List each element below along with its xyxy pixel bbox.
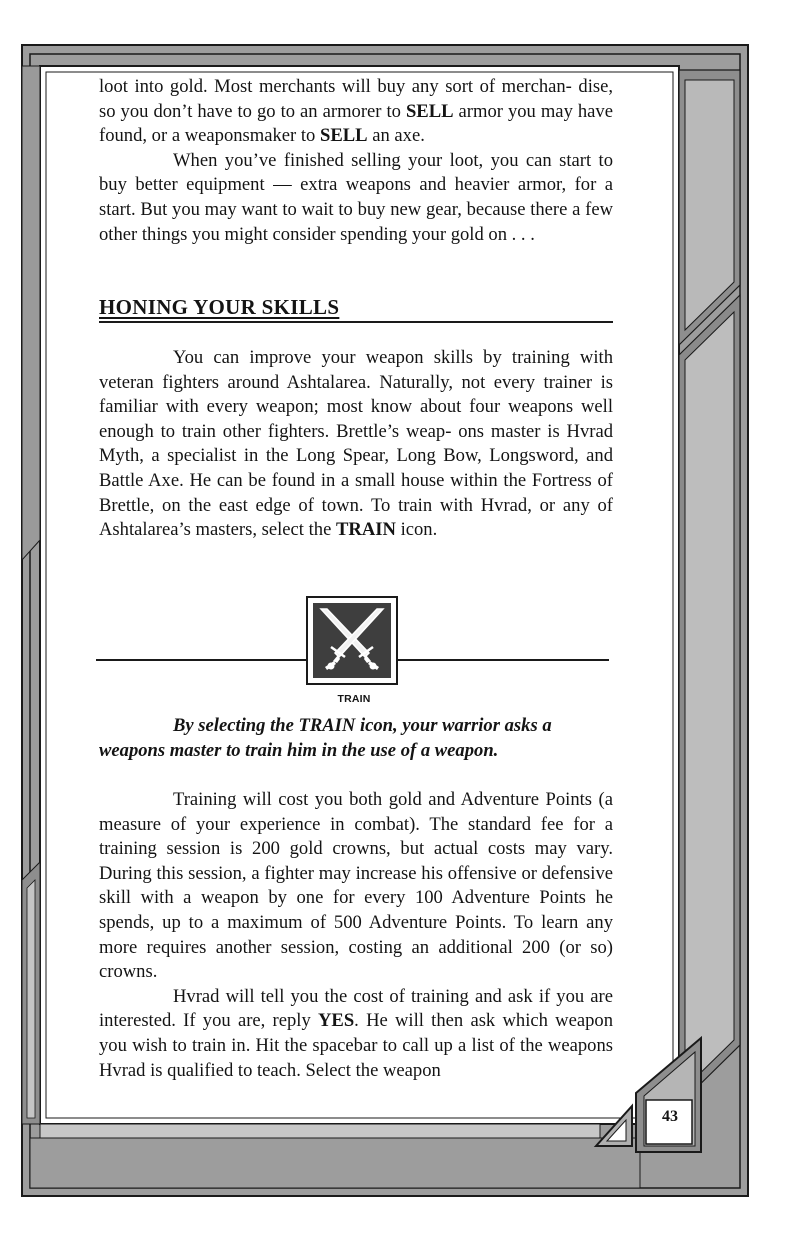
intro-paragraph-2: When you’ve finished selling your loot, you can start to buy better equipment — extra weapons and heavier armor, for a start. But you may want to wait to buy new gear, because there a few other things you might consider spending your gold on . . .	[99, 149, 613, 245]
train-icon-label: TRAIN	[337, 693, 371, 705]
training-text	[99, 788, 613, 1083]
caption-text: By selecting the TRAIN icon, your warrior asks a weapons master to train him in the use of a weapon.	[99, 715, 552, 761]
honing-paragraph-end: icon.	[400, 519, 438, 541]
section-heading	[99, 295, 611, 319]
intro-text	[99, 75, 613, 247]
training-paragraph-1: Training will cost you both gold and Adventure Points (a measure of your experience in combat). The standard fee for a training session is 200 gold crowns, but actual costs may vary. During this session, a fighter may increase his offensive or defensive skill with a weapon by one for every 100 Adventure Points he spends, up to a maximum of 500 Adventure Points. To learn any more requires another session, costing an additional 200 (or so) crowns.	[99, 789, 613, 983]
sell-command-2: SELL	[320, 125, 368, 147]
train-icon-button[interactable]	[306, 596, 398, 685]
page-number: 43	[662, 1108, 678, 1125]
training-paragraph-2-text: Hvrad will tell you the cost of training and ask if you are interested. If you are, reply	[99, 985, 613, 1032]
intro-text-b: armor you may have found, or a weaponsmaker to	[99, 100, 613, 147]
heading-rule	[99, 321, 613, 323]
train-command: TRAIN	[336, 519, 396, 541]
icon-rule-left	[96, 659, 306, 661]
section-heading-text: HONING YOUR SKILLS	[99, 295, 340, 319]
intro-paragraph-1	[99, 75, 613, 149]
crossed-swords-icon	[313, 603, 391, 678]
intro-text-c: an axe.	[372, 125, 425, 147]
honing-paragraph	[99, 346, 613, 543]
icon-caption	[99, 714, 613, 763]
training-paragraph-2: Hvrad will tell you the cost of training and ask if you are interested. If you are, reply YES. He will then ask which weapon you wish to train in. Hit the spacebar to call up a list of the weapons Hvrad is qualified to teach. Select the weapon	[99, 985, 613, 1081]
training-paragraph-2-end: He will then ask which weapon you wish to train in. Hit the spacebar to call up a list of the weapons Hvrad is qualified to teach. Select the weapon	[99, 1010, 613, 1081]
intro-text-a: loot into gold. Most merchants will buy any sort of merchan- dise, so you don’t have to go to an armorer to	[99, 76, 613, 122]
honing-text	[99, 346, 613, 543]
sell-command-1: SELL	[405, 100, 454, 122]
honing-paragraph-text: You can improve your weapon skills by training with veteran fighters around Ashtalarea. Naturally, not every trainer is familiar with every weapon; most know about four weapons well enough to train other fighters. Brettle’s weap- ons master is Hvrad Myth, a specialist in the Long Spear, Long Bow, Longsword, and Battle Axe. He can be found in a small house within the Fortress of Brettle, on the east edge of town. To train with Hvrad, or any of Ashtalarea’s masters, select the	[99, 347, 613, 541]
yes-command: YES	[318, 1010, 355, 1032]
icon-rule-right	[398, 659, 609, 661]
